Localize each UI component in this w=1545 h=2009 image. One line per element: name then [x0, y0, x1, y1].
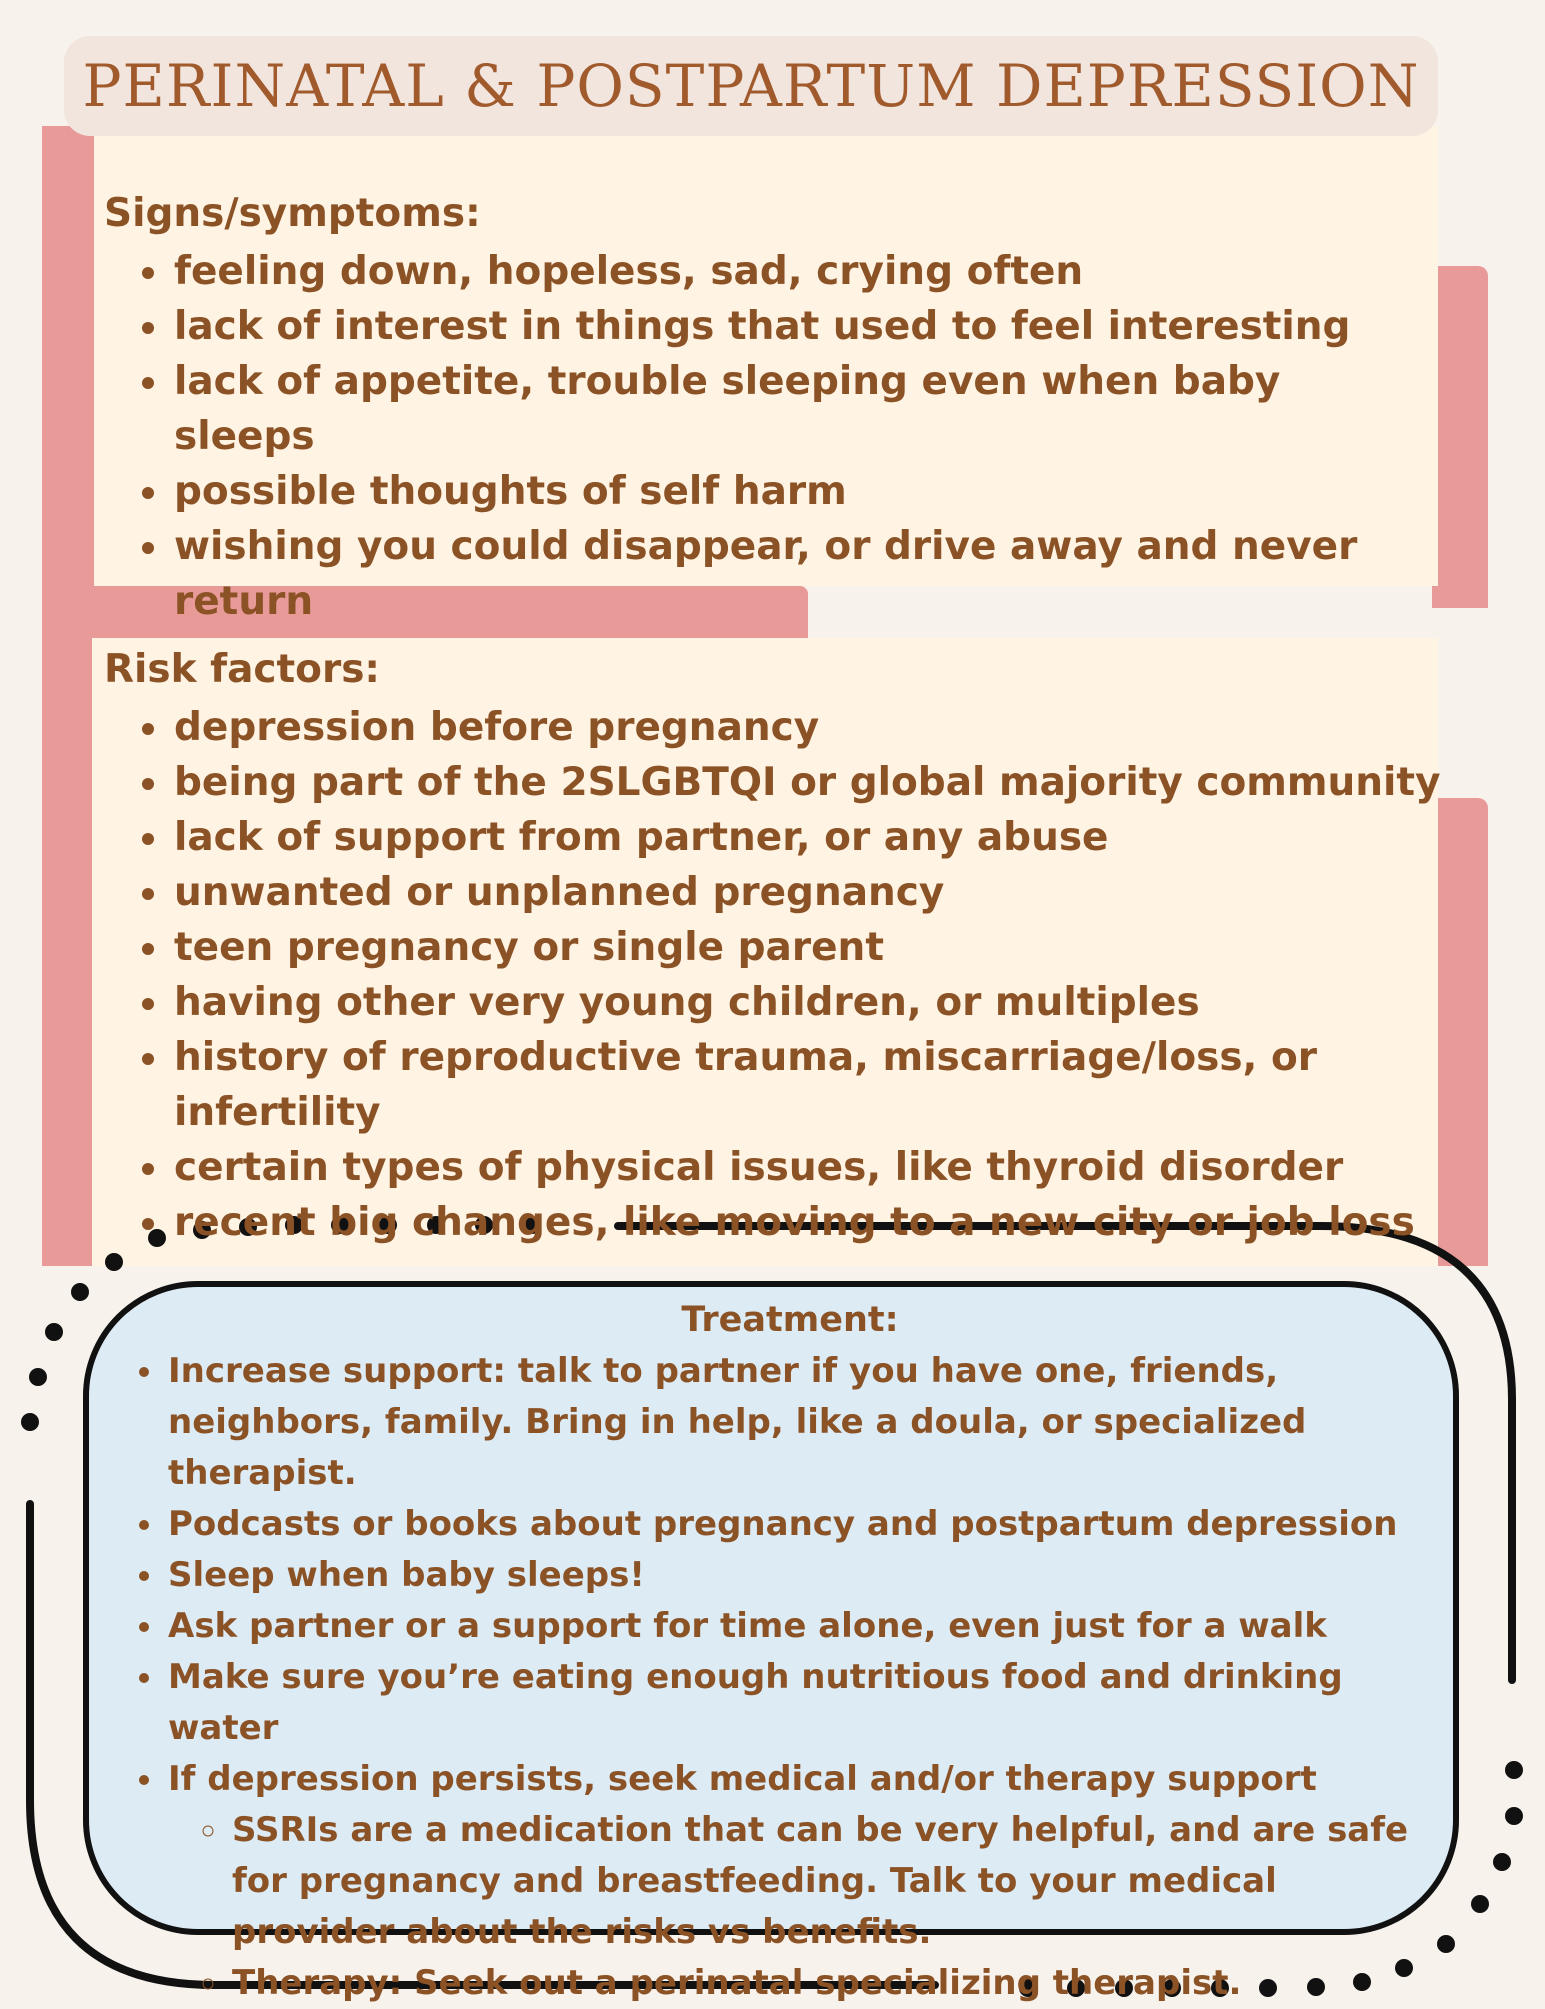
- list-item: • lack of support from partner, or any abuse: [172, 810, 1444, 865]
- list-item: [166, 1754, 1420, 2009]
- page-title: PERINATAL & POSTPARTUM DEPRESSION: [82, 52, 1420, 120]
- list-item: • feeling down, hopeless, sad, crying often: [172, 244, 1424, 299]
- list-item: • recent big changes, like moving to a new city or job loss: [172, 1195, 1444, 1250]
- list-item: • teen pregnancy or single parent: [172, 920, 1444, 975]
- signs-list: [104, 244, 1424, 629]
- list-item: • having other very young children, or multiples: [172, 975, 1444, 1030]
- list-item: • Sleep when baby sleeps!: [166, 1550, 1420, 1601]
- list-item: • unwanted or unplanned pregnancy: [172, 865, 1444, 920]
- signs-section: [104, 188, 1424, 629]
- treatment-section: [120, 1294, 1420, 2009]
- list-item: • Make sure you’re eating enough nutritious food and drinking water: [166, 1652, 1420, 1754]
- risk-section: [104, 644, 1444, 1250]
- list-item: • depression before pregnancy: [172, 700, 1444, 755]
- list-item: • lack of interest in things that used to feel interesting: [172, 299, 1424, 354]
- treatment-heading: Treatment:: [681, 1300, 899, 1340]
- list-item: • history of reproductive trauma, miscarriage/loss, or infertility: [172, 1030, 1444, 1140]
- list-item: • certain types of physical issues, like thyroid disorder: [172, 1140, 1444, 1195]
- signs-heading: Signs/symptoms:: [104, 191, 481, 236]
- sub-list-item: ◦ Therapy: Seek out a perinatal specializing therapist.: [230, 1958, 1420, 2009]
- sub-list-item: ◦ SSRIs are a medication that can be very helpful, and are safe for pregnancy and breastfeeding. Talk to your medical provider about the risks vs benefits.: [230, 1805, 1420, 1958]
- risk-list: [104, 700, 1444, 1250]
- treatment-list: [120, 1346, 1420, 2009]
- list-item: • possible thoughts of self harm: [172, 464, 1424, 519]
- list-item: • wishing you could disappear, or drive away and never return: [172, 519, 1424, 629]
- risk-heading: Risk factors:: [104, 647, 381, 692]
- list-item: • Increase support: talk to partner if you have one, friends, neighbors, family. Bring in help, like a doula, or specialized therapist.: [166, 1346, 1420, 1499]
- list-item: • lack of appetite, trouble sleeping even when baby sleeps: [172, 354, 1424, 464]
- list-item: • being part of the 2SLGBTQI or global majority community: [172, 755, 1444, 810]
- list-item: • Ask partner or a support for time alone, even just for a walk: [166, 1601, 1420, 1652]
- list-item-text: If depression persists, seek medical and/or therapy support: [168, 1759, 1317, 1799]
- treatment-sublist: [168, 1805, 1420, 2009]
- list-item: • Podcasts or books about pregnancy and postpartum depression: [166, 1499, 1420, 1550]
